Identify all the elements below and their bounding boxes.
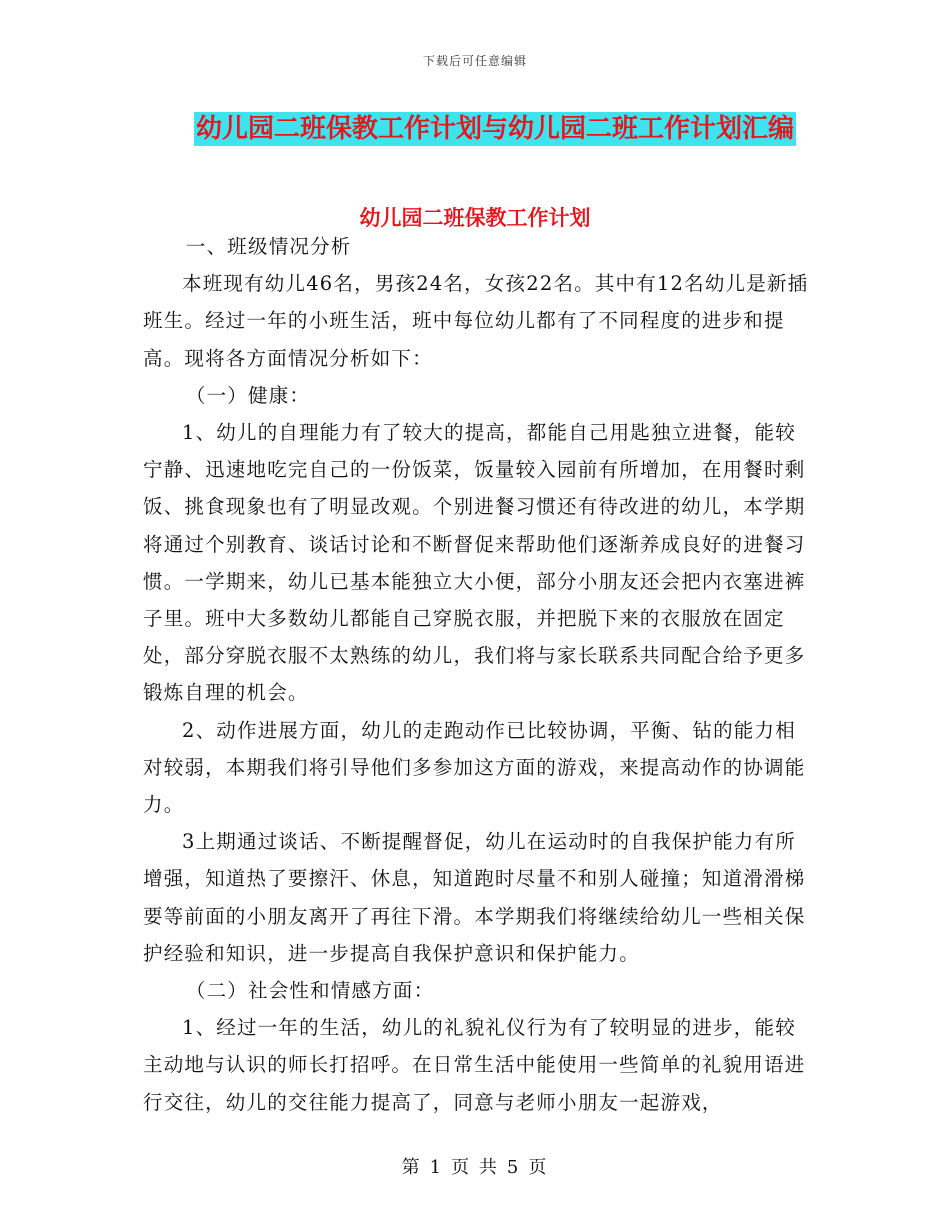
footer-middle: 页 共: [451, 1157, 499, 1178]
document-main-title: 幼儿园二班保教工作计划与幼儿园二班工作计划汇编: [196, 114, 795, 144]
page-number: 1: [429, 1157, 444, 1178]
subsection-heading: （二）社会性和情感方面：: [185, 979, 435, 1003]
section-heading: 一、班级情况分析: [185, 235, 352, 258]
paragraph: 2、动作进展方面，幼儿的走跑动作已比较协调，平衡、钻的能力相对较弱，本期我们将引导他们多参加这方面的游戏，来提高动作的协调能力。: [143, 718, 806, 817]
paragraph: 1、幼儿的自理能力有了较大的提高，都能自己用匙独立进餐，能较宁静、迅速地吃完自己的一份饭菜，饭量较入园前有所增加，在用餐时剩饭、挑食现象也有了明显改观。个别进餐习惯还有待改进的幼儿，本学期将通过个别教育、谈话讨论和不断督促来帮助他们逐渐养成良好的进餐习惯。一学期来，幼儿已基本能独立大小便，部分小朋友还会把内衣塞进裤子里。班中大多数幼儿都能自己穿脱衣服，并把脱下来的衣服放在固定处，部分穿脱衣服不太熟练的幼儿，我们将与家长联系共同配合给予更多锻炼自理的机会。: [143, 421, 806, 705]
paragraph: 3上期通过谈话、不断提醒督促，幼儿在运动时的自我保护能力有所增强，知道热了要擦汗、休息，知道跑时尽量不和别人碰撞；知道滑滑梯要等前面的小朋友离开了再往下滑。本学期我们将继续给幼儿一些相关保护经验和知识，进一步提高自我保护意识和保护能力。: [143, 830, 806, 965]
document-body: [143, 228, 813, 1121]
subsection-heading: （一）健康：: [185, 383, 311, 407]
paragraph: 本班现有幼儿46名，男孩24名，女孩22名。其中有12名幼儿是新插班生。经过一年的小班生活，班中每位幼儿都有了不同程度的进步和提高。现将各方面情况分析如下：: [143, 272, 809, 370]
page-footer: [0, 1153, 950, 1179]
footer-prefix: 第: [401, 1157, 422, 1178]
section-title: 幼儿园二班保教工作计划: [359, 205, 591, 230]
page-total: 5: [506, 1157, 521, 1178]
header-note: 下载后可任意编辑: [422, 54, 527, 68]
paragraph: 1、经过一年的生活，幼儿的礼貌礼仪行为有了较明显的进步，能较主动地与认识的师长打招呼。在日常生活中能使用一些简单的礼貌用语进行交往，幼儿的交往能力提高了，同意与老师小朋友一起游戏，: [143, 1016, 806, 1114]
footer-suffix: 页: [528, 1157, 549, 1178]
